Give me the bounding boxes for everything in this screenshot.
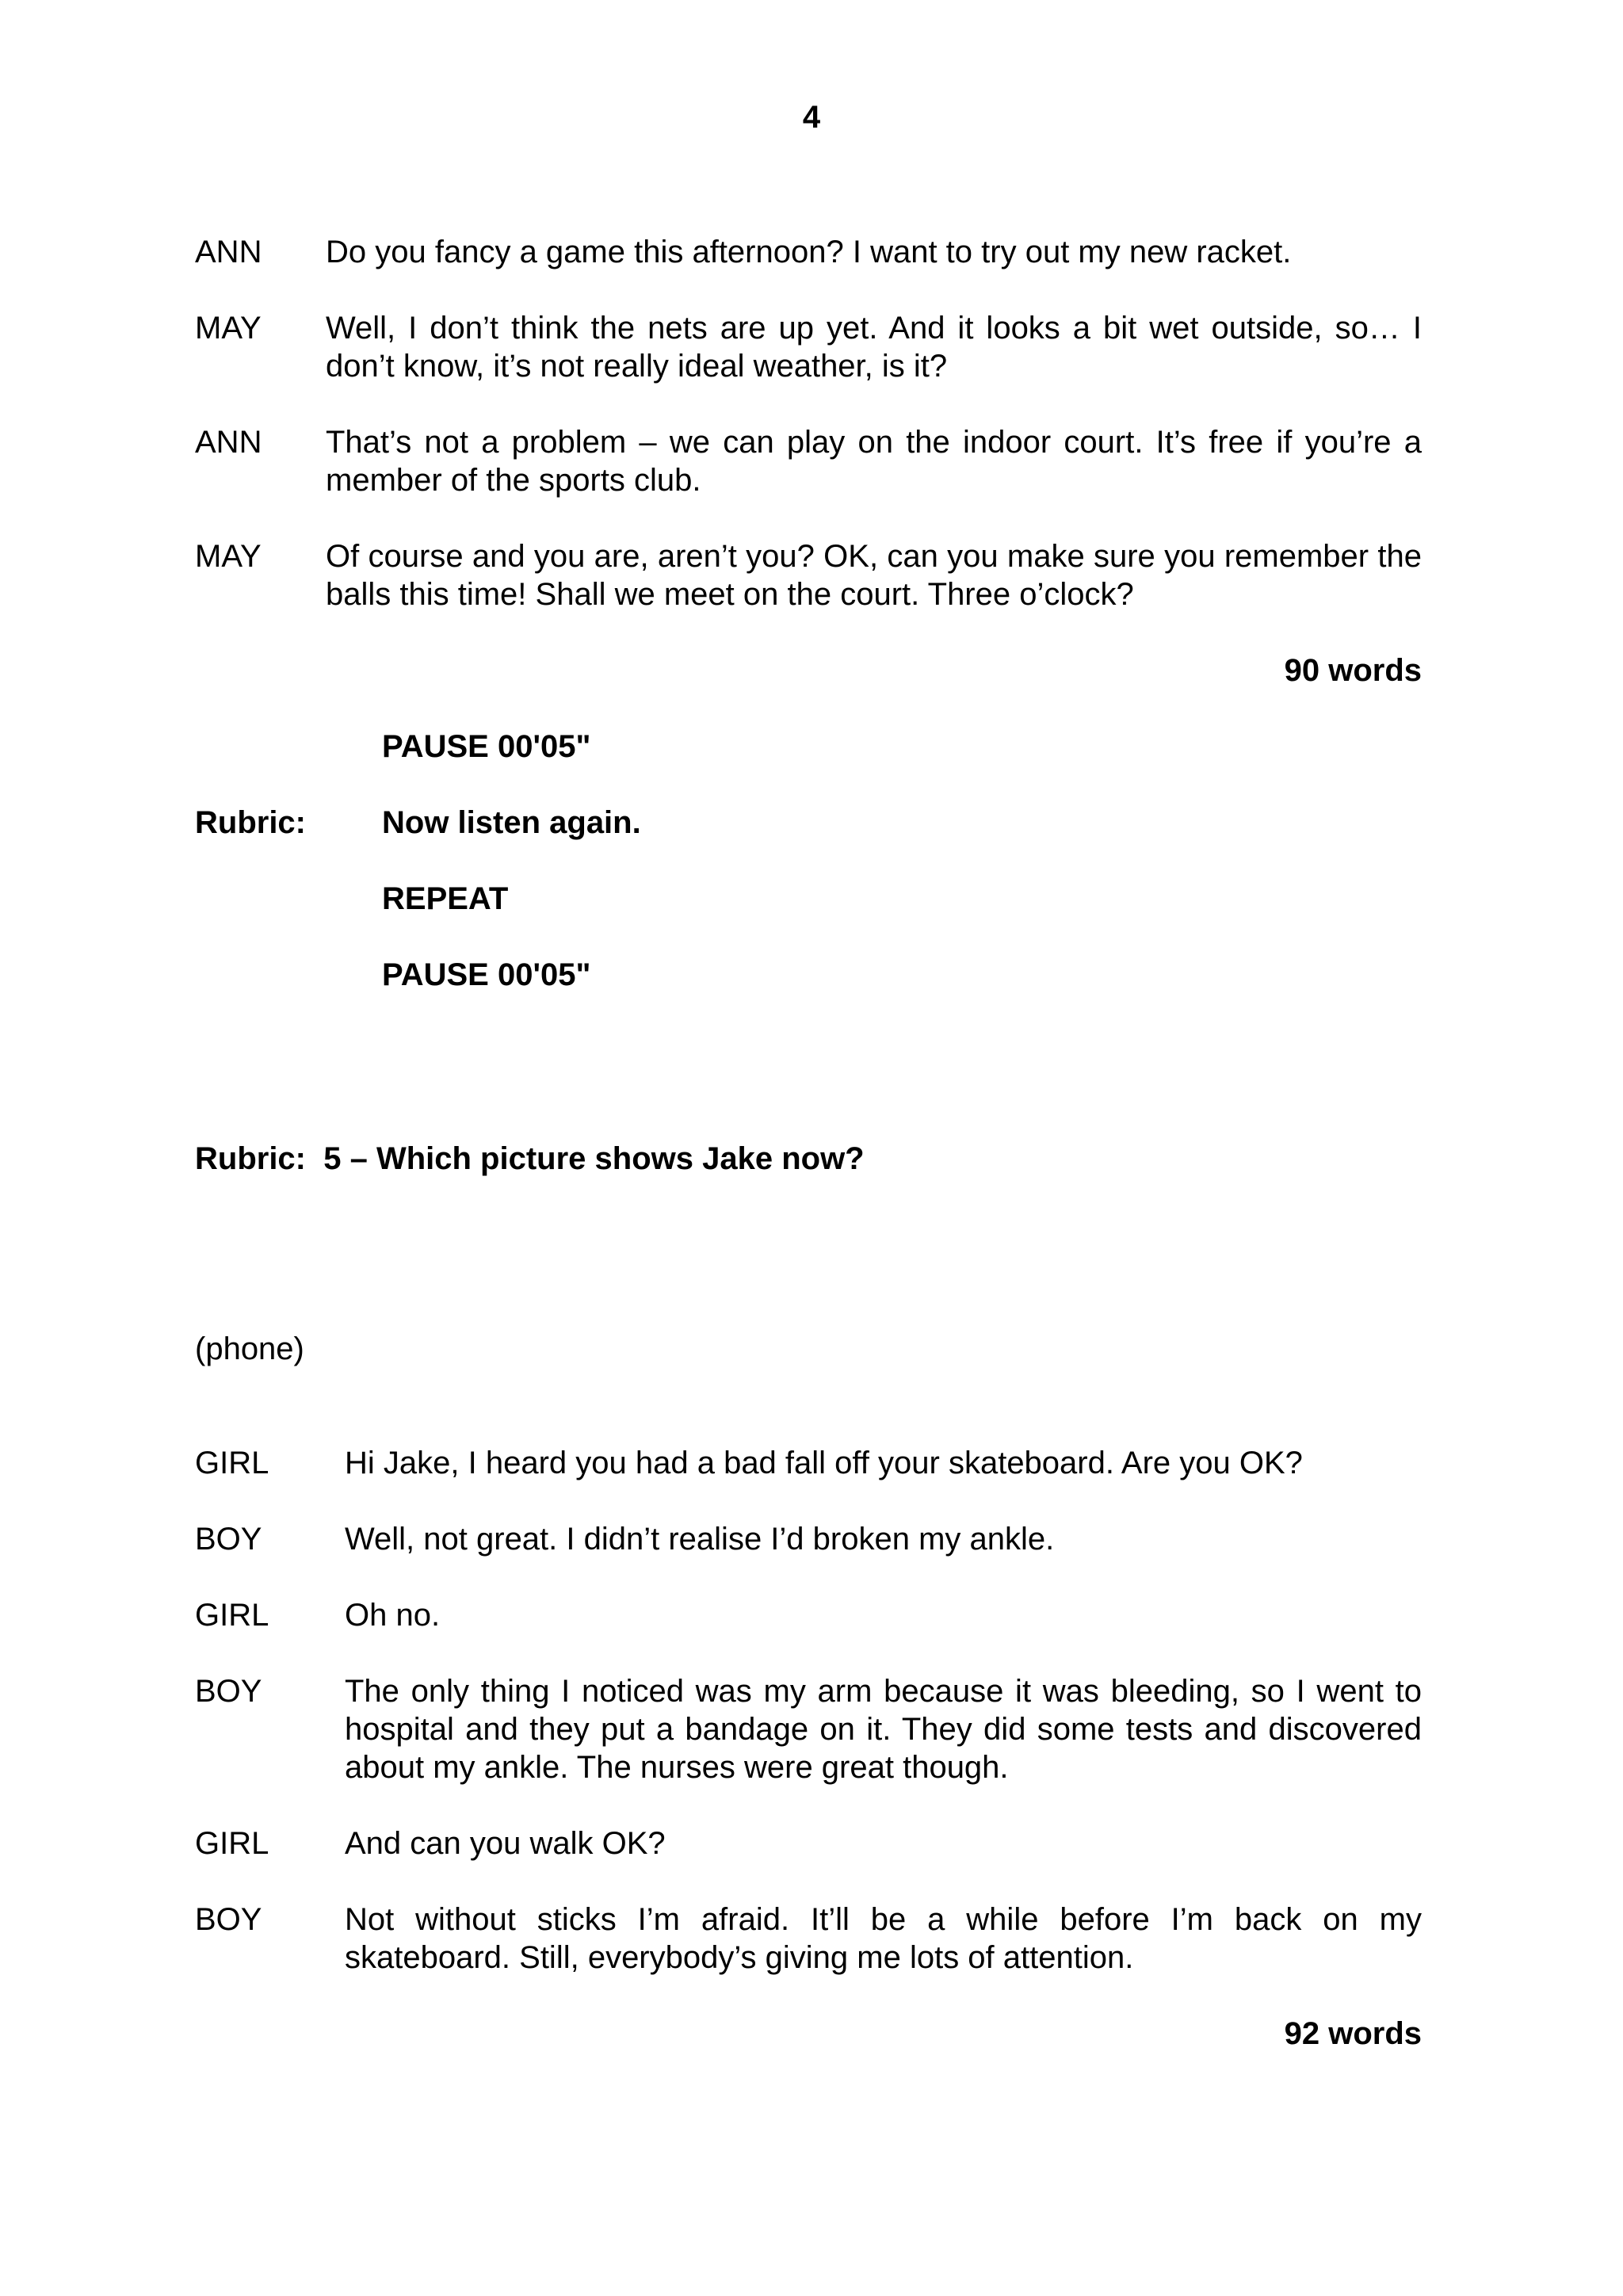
speech-text: Well, I don’t think the nets are up yet. And it looks a bit wet outside, so… I don’t know, it’s not really ideal weather, is it?: [326, 311, 1422, 384]
speech-text: Well, not great. I didn’t realise I’d broken my ankle.: [345, 1522, 1055, 1557]
word-count: 92 words: [1284, 2016, 1422, 2051]
speaker-name: GIRL: [195, 1446, 269, 1480]
speaker-name: BOY: [195, 1674, 262, 1709]
dialogue-line: [195, 309, 1422, 385]
pause-instruction: PAUSE 00'05": [382, 957, 591, 992]
rubric-label: Rubric:: [195, 805, 306, 840]
setting-note: (phone): [195, 1331, 304, 1366]
dialogue-line: [195, 1596, 1422, 1634]
speaker-name: BOY: [195, 1522, 262, 1557]
speaker-name: GIRL: [195, 1598, 269, 1633]
speech-text: And can you walk OK?: [345, 1826, 666, 1861]
dialogue-line: [195, 1901, 1422, 1977]
speaker-name: ANN: [195, 235, 262, 269]
dialogue-line: [195, 1672, 1422, 1786]
listen-again-instruction: Now listen again.: [382, 805, 641, 840]
speech-text: The only thing I noticed was my arm because it was bleeding, so I went to hospital and they put a bandage on it. They did some tests and discovered about my ankle. The nurses were great though.: [345, 1674, 1422, 1785]
dialogue-line: [195, 1520, 1422, 1558]
speaker-name: BOY: [195, 1902, 262, 1937]
speech-text: Oh no.: [345, 1598, 441, 1633]
speaker-name: ANN: [195, 425, 262, 460]
speech-text: Not without sticks I’m afraid. It’ll be a while before I’m back on my skateboard. Still, everybody’s giving me lots of attention.: [345, 1902, 1422, 1975]
page-number: 4: [802, 100, 821, 135]
speech-text: Of course and you are, aren’t you? OK, can you make sure you remember the balls this time! Shall we meet on the court. Three o’clock?: [326, 539, 1422, 612]
speaker-name: MAY: [195, 311, 262, 346]
pause-instruction: PAUSE 00'05": [382, 729, 591, 764]
speaker-name: MAY: [195, 539, 262, 574]
dialogue-line: [195, 1824, 1422, 1862]
repeat-instruction: REPEAT: [382, 881, 509, 916]
speech-text: That’s not a problem – we can play on the indoor court. It’s free if you’re a member of the sports club.: [326, 425, 1422, 498]
question-rubric: Rubric: 5 – Which picture shows Jake now?: [195, 1141, 865, 1176]
dialogue-line: [195, 423, 1422, 499]
word-count: 90 words: [1284, 653, 1422, 688]
speech-text: Hi Jake, I heard you had a bad fall off your skateboard. Are you OK?: [345, 1446, 1303, 1480]
dialogue-line: [195, 537, 1422, 613]
dialogue-line: [195, 1444, 1422, 1482]
speech-text: Do you fancy a game this afternoon? I want to try out my new racket.: [326, 235, 1292, 269]
speaker-name: GIRL: [195, 1826, 269, 1861]
dialogue-line: [195, 233, 1422, 271]
